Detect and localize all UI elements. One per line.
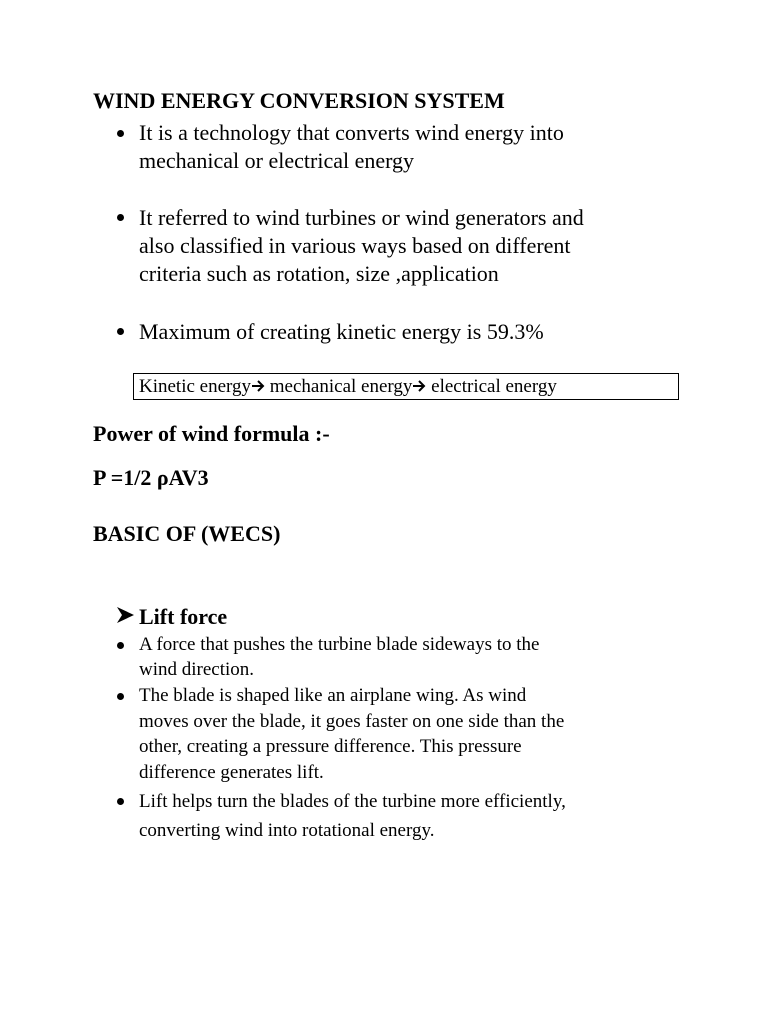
arrow-right-icon [412, 379, 426, 393]
bullet-line: Maximum of creating kinetic energy is 59.3% [139, 319, 544, 344]
page-title: WIND ENERGY CONVERSION SYSTEM [93, 88, 505, 113]
bullet-line: converting wind into rotational energy. [139, 820, 435, 841]
bullet-line: criteria such as rotation, size ,application [139, 261, 499, 286]
section-heading: BASIC OF (WECS) [93, 521, 281, 546]
bullet-dot-icon [117, 214, 124, 221]
bullet-line: It referred to wind turbines or wind generators and [139, 205, 584, 230]
energy-flow-box [133, 373, 679, 400]
flow-step-electrical: electrical energy [426, 376, 557, 397]
bullet-line: wind direction. [139, 659, 255, 680]
bullet-dot-icon [117, 642, 124, 649]
bullet-line: difference generates lift. [139, 762, 324, 783]
bullet-dot-icon [117, 693, 124, 700]
bullet-line: The blade is shaped like an airplane wing. As wind [139, 685, 527, 706]
bullet-line: also classified in various ways based on different [139, 233, 571, 258]
bullet-line: A force that pushes the turbine blade sideways to the [139, 634, 540, 655]
bullet-line: moves over the blade, it goes faster on one side than the [139, 711, 565, 732]
arrowhead-bullet-icon [116, 606, 135, 624]
arrow-right-icon [251, 379, 265, 393]
formula-heading: Power of wind formula :- [93, 421, 330, 446]
bullet-line: It is a technology that converts wind energy into [139, 120, 564, 145]
bullet-line: other, creating a pressure difference. This pressure [139, 736, 522, 757]
bullet-line: Lift helps turn the blades of the turbine more efficiently, [139, 791, 566, 812]
flow-step-kinetic: Kinetic energy [139, 376, 252, 397]
bullet-dot-icon [117, 798, 124, 805]
lift-force-heading: Lift force [139, 604, 228, 629]
bullet-dot-icon [117, 328, 124, 335]
bullet-dot-icon [117, 130, 124, 137]
bullet-line: mechanical or electrical energy [139, 148, 415, 173]
flow-step-mechanical: mechanical energy [265, 376, 413, 397]
formula: P =1/2 ρAV3 [93, 465, 209, 490]
